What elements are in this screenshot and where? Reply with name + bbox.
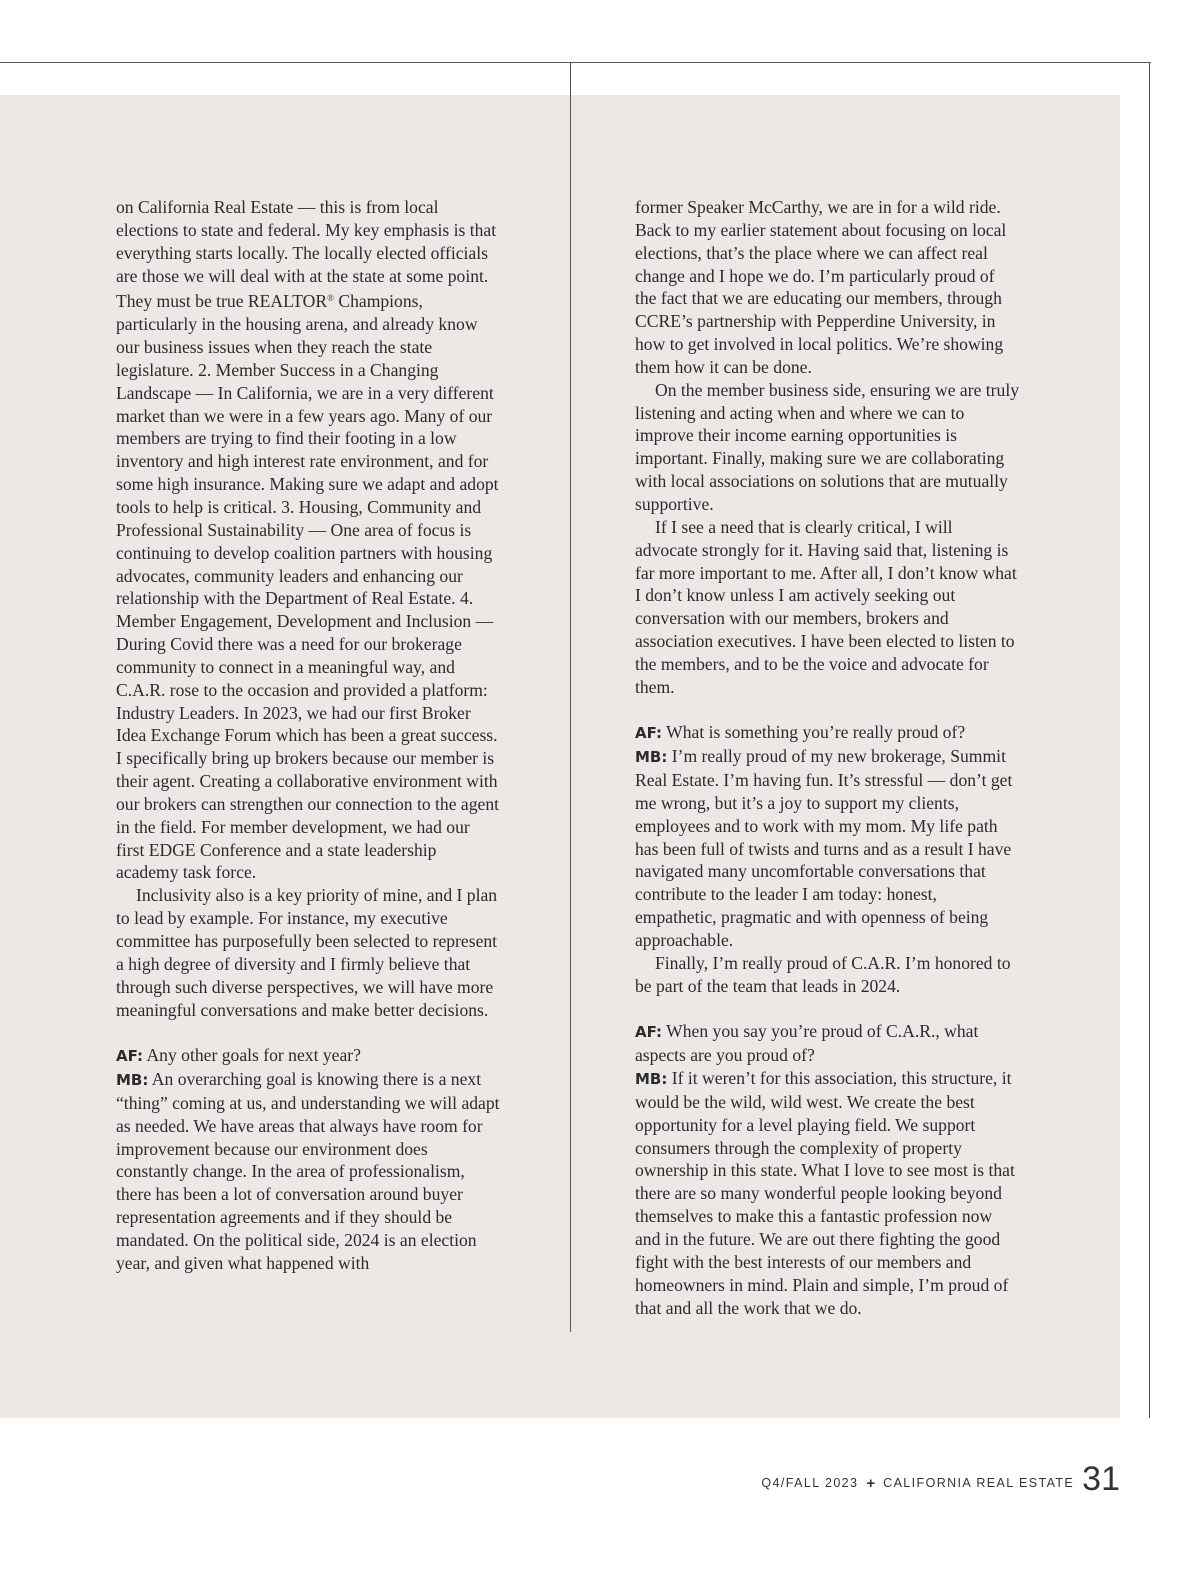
question-1 bbox=[116, 1044, 500, 1068]
question-3 bbox=[635, 1020, 1019, 1067]
speaker-label: AF: bbox=[116, 1047, 144, 1066]
question-text: What is something you’re really proud of? bbox=[662, 722, 966, 743]
answer-text: If it weren’t for this association, this structure, it would be the wild, wild west. We create the best opportunity for a level playing field. We support consumers through the complexity of property ownership in this state. What I love to see most is that there are so many wonderful people looking beyond themselves to make this a fantastic profession now and in the future. We are out there fighting the good fight with the best interests of our members and homeowners in mind. Plain and simple, I’m proud of that and all the work that we do. bbox=[635, 1068, 1015, 1318]
left-paragraph-1 bbox=[116, 196, 500, 884]
page-number: 31 bbox=[1082, 1460, 1120, 1498]
speaker-label: AF: bbox=[635, 1023, 663, 1042]
speaker-label: MB: bbox=[635, 1070, 668, 1089]
registered-mark: ® bbox=[327, 293, 334, 304]
speaker-label: AF: bbox=[635, 724, 663, 743]
left-paragraph-2: Inclusivity also is a key priority of mine, and I plan to lead by example. For instance, my executive committee has purposefully been selected to represent a high degree of diversity and I firmly believe that through such diverse perspectives, we will have more meaningful conversations and make better decisions. bbox=[116, 885, 498, 1020]
publication-name: CALIFORNIA REAL ESTATE bbox=[883, 1476, 1075, 1490]
column-divider bbox=[570, 62, 571, 1332]
right-paragraph-3: If I see a need that is clearly critical, I will advocate strongly for it. Having said that, listening is far more important to me. After all, I don’t know what I don’t know unless I am actively seeking out conversation with our members, brokers and association executives. I have been elected to listen to the members, and to be the voice and advocate for them. bbox=[635, 516, 1017, 697]
answer-3 bbox=[635, 1067, 1019, 1319]
answer-text: I’m really proud of my new brokerage, Summit Real Estate. I’m having fun. It’s stressful — don’t get me wrong, but it’s a joy to support my clients, employees and to work with my mom. My life path has been full of twists and turns and as a result I have navigated many uncomfortable conversations that contribute to the leader I am today: honest, empathetic, pragmatic and with openness of being approachable. bbox=[635, 746, 1013, 950]
top-rule bbox=[0, 62, 1151, 63]
answer-1 bbox=[116, 1068, 500, 1275]
issue-label: Q4/FALL 2023 bbox=[761, 1476, 859, 1490]
right-column bbox=[635, 196, 1019, 1319]
right-rule bbox=[1149, 62, 1150, 1418]
question-2 bbox=[635, 721, 1019, 745]
answer-2 bbox=[635, 745, 1019, 952]
speaker-label: MB: bbox=[116, 1071, 149, 1090]
paragraph-text: on California Real Estate — this is from local elections to state and federal. My key emphasis is that everything starts locally. The locally elected officials are those we will deal with at the state at some point. They must be true REALTOR bbox=[116, 197, 497, 312]
right-paragraph-1: former Speaker McCarthy, we are in for a wild ride. Back to my earlier statement about focusing on local elections, that’s the place where we can affect real change and I hope we do. I’m particularly proud of the fact that we are educating our members, through CCRE’s partnership with Pepperdine University, in how to get involved in local politics. We’re showing them how it can be done. bbox=[635, 197, 1007, 377]
question-text: When you say you’re proud of C.A.R., what aspects are you proud of? bbox=[635, 1021, 979, 1066]
answer-text: An overarching goal is knowing there is a next “thing” coming at us, and understanding we will adapt as needed. We have areas that always have room for improvement because our environment does constantly change. In the area of professionalism, there has been a lot of conversation around buyer representation agreements and if they should be mandated. On the political side, 2024 is an election year, and given what happened with bbox=[116, 1069, 500, 1273]
page-footer bbox=[761, 1462, 1120, 1496]
plus-icon: + bbox=[866, 1475, 876, 1492]
left-column bbox=[116, 196, 500, 1275]
speaker-label: MB: bbox=[635, 748, 668, 767]
paragraph-text-continued: Champions, particularly in the housing arena, and already know our business issues when they reach the state legislature. 2. Member Success in a Changing Landscape — In California, we are in a very different market than we were in a few years ago. Many of our members are trying to find their footing in a low inventory and high interest rate environment, and for some high insurance. Making sure we adapt and adopt tools to help is critical. 3. Housing, Community and Professional Sustainability — One area of focus is continuing to develop coalition partners with housing advocates, community leaders and enhancing our relationship with the Department of Real Estate. 4. Member Engagement, Development and Inclusion — During Covid there was a need for our brokerage community to connect in a meaningful way, and C.A.R. rose to the occasion and provided a platform: Industry Leaders. In 2023, we had our first Broker Idea Exchange Forum which has been a great success. I specifically bring up brokers because our member is their agent. Creating a collaborative environment with our brokers can strengthen our connection to the agent in the field. For member development, we had our first EDGE Conference and a state leadership academy task force. bbox=[116, 291, 500, 883]
right-paragraph-4: Finally, I’m really proud of C.A.R. I’m honored to be part of the team that leads in 2024. bbox=[635, 952, 1011, 996]
question-text: Any other goals for next year? bbox=[143, 1045, 361, 1066]
right-paragraph-2: On the member business side, ensuring we are truly listening and acting when and where we can to improve their income earning opportunities is important. Finally, making sure we are collaborating with local associations on solutions that are mutually supportive. bbox=[635, 379, 1020, 514]
